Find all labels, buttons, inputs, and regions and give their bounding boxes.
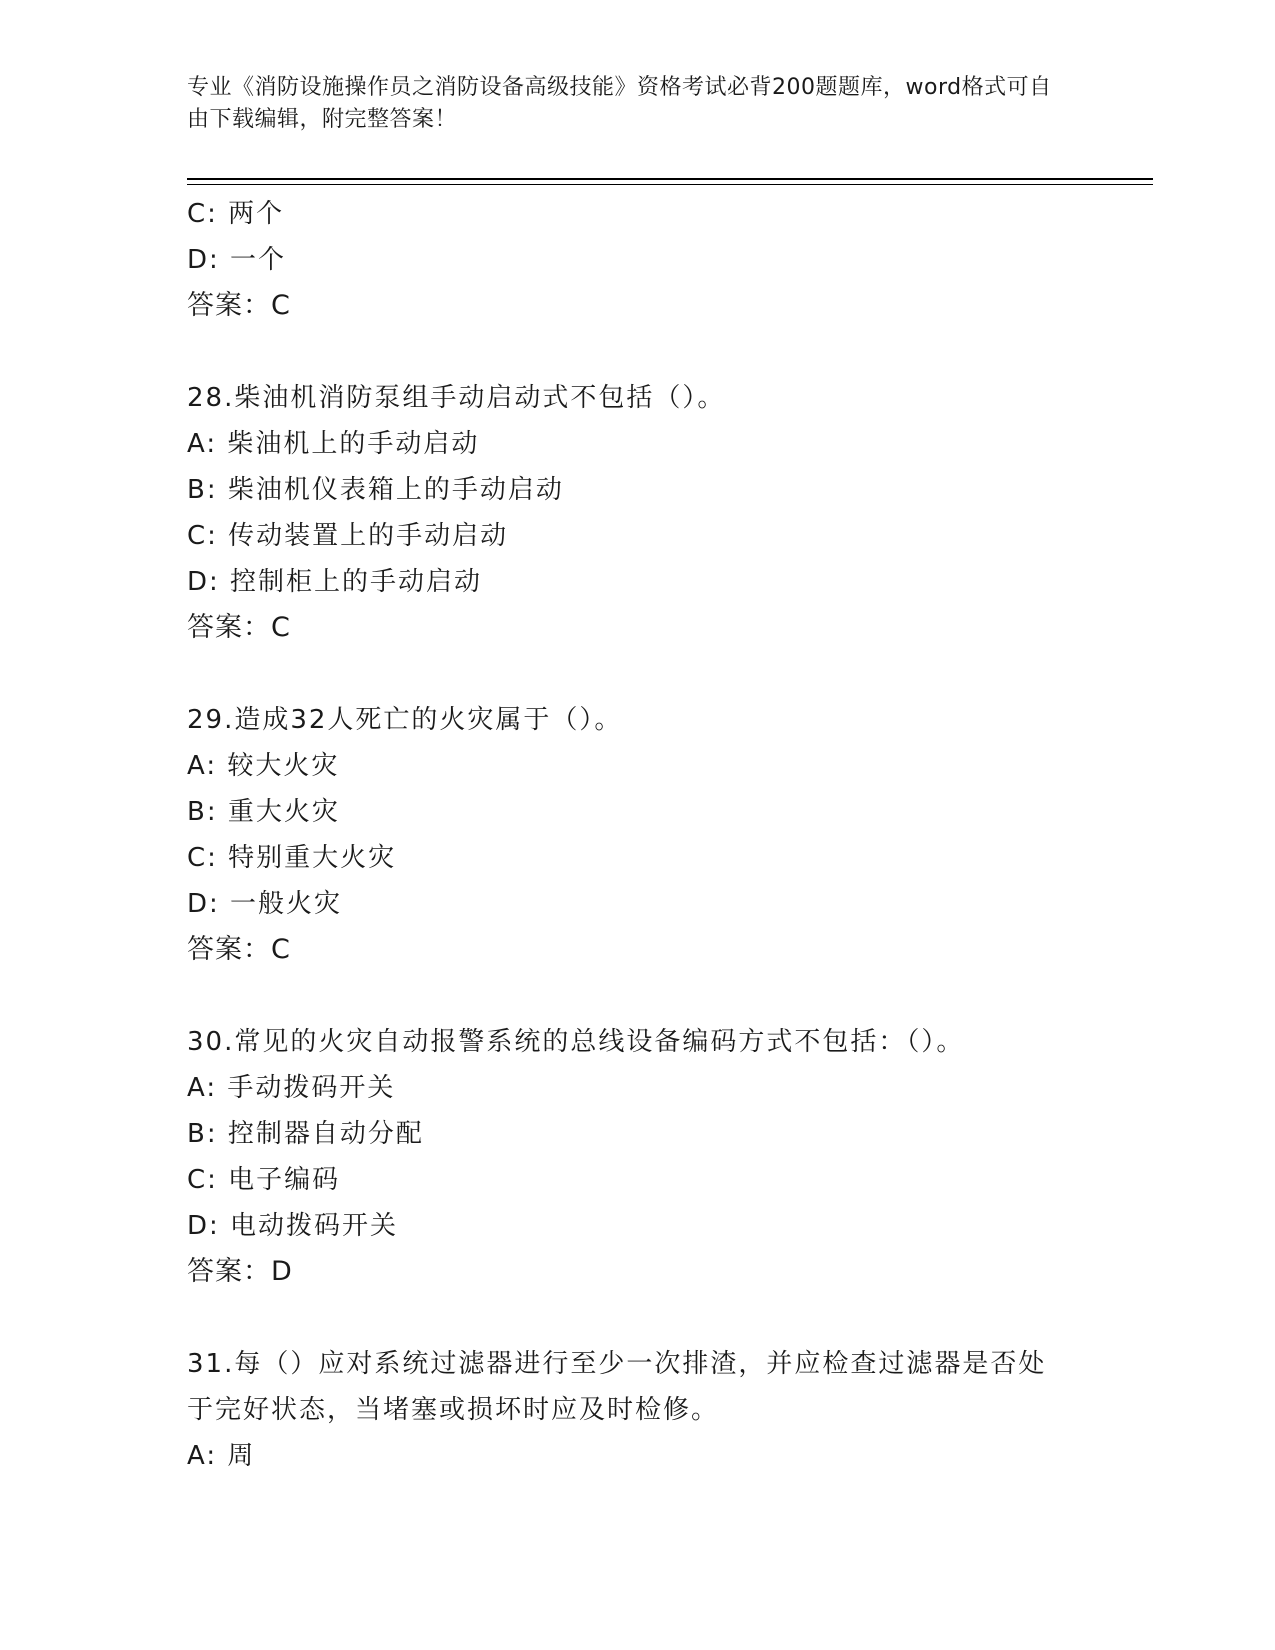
option-c: C: 电子编码 xyxy=(187,1165,341,1195)
question-31-stem-line-1: 31.每（）应对系统过滤器进行至少一次排渣，并应检查过滤器是否处 xyxy=(187,1349,1047,1379)
question-28-stem: 28.柴油机消防泵组手动启动式不包括（）。 xyxy=(187,383,726,413)
question-content xyxy=(187,191,1087,1479)
document-header: 专业《消防设施操作员之消防设备高级技能》资格考试必背200题题库，word格式可自由下载编辑，附完整答案！ xyxy=(187,75,1052,132)
answer-line: 答案：C xyxy=(187,612,291,643)
option-a: A: 柴油机上的手动启动 xyxy=(187,429,480,459)
header-divider-thick xyxy=(187,178,1153,180)
option-b: B: 柴油机仪表箱上的手动启动 xyxy=(187,475,564,505)
header-divider-thin xyxy=(187,184,1153,185)
option-d: D: 一个 xyxy=(187,245,287,275)
option-a: A: 周 xyxy=(187,1441,256,1471)
option-b: B: 控制器自动分配 xyxy=(187,1119,424,1149)
option-d: D: 一般火灾 xyxy=(187,889,343,919)
answer-line: 答案：D xyxy=(187,1256,293,1287)
question-31-stem-line-2: 于完好状态，当堵塞或损坏时应及时检修。 xyxy=(187,1395,720,1425)
question-30-stem: 30.常见的火灾自动报警系统的总线设备编码方式不包括：（）。 xyxy=(187,1027,965,1057)
answer-line: 答案：C xyxy=(187,934,291,965)
option-c: C: 特别重大火灾 xyxy=(187,843,397,873)
option-b: B: 重大火灾 xyxy=(187,797,340,827)
option-c: C: 两个 xyxy=(187,199,285,229)
option-a: A: 手动拨码开关 xyxy=(187,1073,396,1103)
question-29-stem: 29.造成32人死亡的火灾属于（）。 xyxy=(187,705,623,735)
answer-line: 答案：C xyxy=(187,290,291,321)
option-c: C: 传动装置上的手动启动 xyxy=(187,521,509,551)
option-d: D: 电动拨码开关 xyxy=(187,1211,399,1241)
option-a: A: 较大火灾 xyxy=(187,751,340,781)
option-d: D: 控制柜上的手动启动 xyxy=(187,567,483,597)
